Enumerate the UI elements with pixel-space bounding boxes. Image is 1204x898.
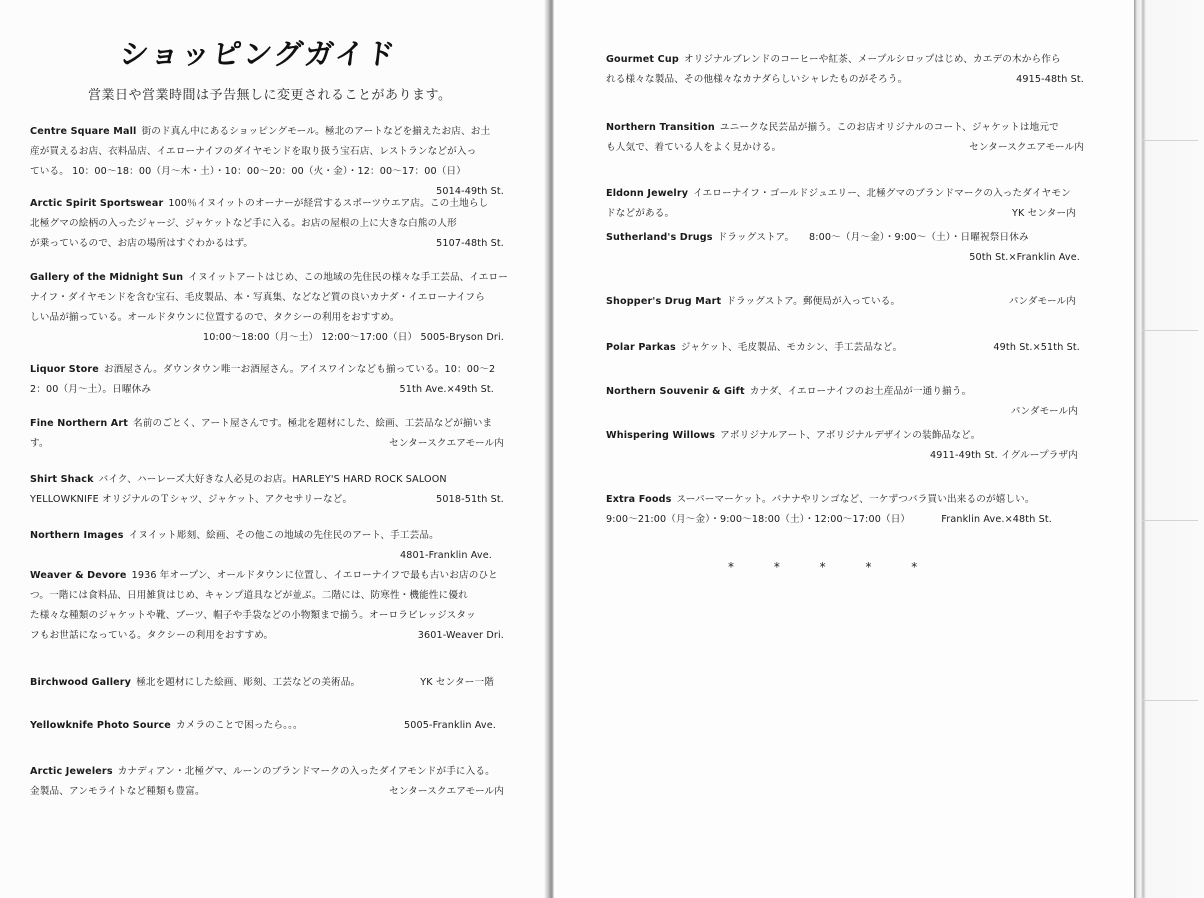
shop-entry-eldonn-jewelry [606,184,1076,224]
shop-entry-arctic-jewelers [30,762,504,802]
shop-address: 4911-49th St. イグループラザ内 [929,450,1078,461]
shop-entry-northern-souvenir-gift [606,382,1078,422]
shop-description: た様々な種類のジャケットや靴、ブーツ、帽子や手袋などの小物類まで揃う。オーロラビレッジスタッ [30,610,476,621]
shop-name: Gourmet Cup [606,54,679,65]
shop-description: イエローナイフ・ゴールドジュエリー、北極グマのブランドマークの入ったダイヤモン [693,188,1071,199]
shop-description: 2：00（月～土）。日曜休み [30,384,152,395]
shop-description: 100％イヌイットのオーナーが経営するスポーツウエア店。この土地らし [168,198,489,209]
shop-description: カナディアン・北極グマ、ルーンのブランドマークの入ったダイアモンドが手に入る。 [117,766,495,777]
shop-description: 金製品、アンモライトなど種類も豊富。 [30,786,205,797]
shop-entry-yellowknife-photo-source [30,716,496,736]
shop-name: Liquor Store [30,364,99,375]
shop-entry-centre-square-mall [30,122,504,202]
shop-description: 北極グマの絵柄の入ったジャージ、ジャケットなど手に入る。お店の屋根の上に大きな白熊の人形 [30,218,457,229]
shop-description: しい品が揃っている。オールドタウンに位置するので、タクシーの利用をおすすめ。 [30,312,400,323]
shop-description: ている。 10：00～18：00（月～木・土）・10：00～20：00（火・金）・12：00～17：00（日） [30,166,467,177]
shop-description: YELLOWKNIFE オリジナルのＴシャツ、ジャケット、アクセサリーなど。 [30,494,353,505]
shop-name: Northern Images [30,530,124,541]
shop-address: YK センター一階 [420,677,494,688]
shop-description: つ。一階には食料品、日用雑貨はじめ、キャンプ道具などが並ぶ。二階には、防寒性・機能性に優れ [30,590,468,601]
shop-entry-liquor-store [30,360,504,400]
shop-description: ジャケット、毛皮製品、モカシン、手工芸品など。 [680,342,903,353]
shop-description: 1936 年オープン、オールドタウンに位置し、イエローナイフで最も古いお店のひと [131,570,498,581]
shop-address: センタースクエアモール内 [389,786,504,797]
shop-description: イヌイットアートはじめ、この地域の先住民の様々な手工芸品、イエロー [188,272,509,283]
shop-name: Arctic Spirit Sportswear [30,198,164,209]
shop-name: Fine Northern Art [30,418,128,429]
shop-name: Sutherland's Drugs [606,232,713,243]
shop-name: Shirt Shack [30,474,94,485]
shop-address: Franklin Ave.×48th St. [941,514,1052,525]
shop-address: 10:00～18:00（月～土） 12:00～17:00（日） 5005-Bryson Dri. [203,332,504,343]
shop-address: 49th St.×51th St. [993,342,1080,353]
shop-name: Arctic Jewelers [30,766,113,777]
shop-name: Polar Parkas [606,342,676,353]
shop-description: す。 [30,438,49,449]
shop-description: カナダ、イエローナイフのお土産品が一通り揃う。 [749,386,972,397]
shop-address: センタースクエアモール内 [389,438,504,449]
shop-address: 3601-Weaver Dri. [417,630,504,641]
shop-address: 4915-48th St. [1016,74,1084,85]
shop-description: オリジナルブレンドのコーヒーや紅茶、メープルシロップはじめ、カエデの木から作ら [683,54,1061,65]
shop-description: カメラのことで困ったら。。。 [175,720,303,731]
shop-description: 名前のごとく、アート屋さんです。極北を題材にした、絵画、工芸品などが揃いま [133,418,493,429]
left-page [0,0,548,898]
shop-name: Whispering Willows [606,430,716,441]
section-divider-stars: * * * * * [728,560,936,574]
shop-description: アボリジナルアート、アボリジナルデザインの装飾品など。 [720,430,981,441]
shop-entry-northern-images [30,526,492,566]
shop-description: バイク、ハーレーズ大好きな人必見のお店。HARLEY'S HARD ROCK SALOON [98,474,447,485]
shop-description: ドラッグストア。 8:00～（月～金）・9:00～（土）・日曜祝祭日休み [717,232,1029,243]
shop-entry-sutherlands-drugs [606,228,1080,268]
shop-entry-polar-parkas [606,338,1080,358]
shop-name: Gallery of the Midnight Sun [30,272,184,283]
shop-description: フもお世話になっている。タクシーの利用をおすすめ。 [30,630,274,641]
shop-name: Centre Square Mall [30,126,137,137]
shop-description: れる様々な製品、その他様々なカナダらしいシャレたものがそろう。 [606,74,908,85]
shop-name: Eldonn Jewelry [606,188,689,199]
shop-entry-gourmet-cup [606,50,1084,90]
shop-address: 5014-49th St. [436,186,504,197]
page-edge-line [1142,330,1198,331]
shop-description: 街のド真ん中にあるショッピングモール。極北のアートなどを揃えたお店、お土 [141,126,491,137]
shop-entry-shirt-shack [30,470,504,510]
shop-description: ナイフ・ダイヤモンドを含む宝石、毛皮製品、本・写真集、などなど質の良いカナダ・イエローナイフら [30,292,485,303]
shop-description: お酒屋さん。ダウンタウン唯一お酒屋さん。アイスワインなども揃っている。10：00～2 [103,364,496,375]
right-page [553,0,1135,898]
page-title: ショッピングガイド [118,37,399,71]
page-edge-line [1142,700,1198,701]
shop-description: スーパーマーケット。バナナやリンゴなど、一ケずつバラ買い出来るのが嬉しい。 [676,494,1035,505]
shop-name: Yellowknife Photo Source [30,720,171,731]
shop-entry-whispering-willows [606,426,1078,466]
shop-name: Weaver & Devore [30,570,127,581]
shop-entry-northern-transition [606,118,1084,158]
shop-description: も人気で、着ている人をよく見かける。 [606,142,782,153]
shop-description: ドラッグストア。郵便局が入っている。 [726,296,901,307]
shop-description: が乗っているので、お店の場所はすぐわかるはず。 [30,238,254,249]
shop-address: 5005-Franklin Ave. [404,720,496,731]
shop-address: YK センター内 [1012,208,1076,219]
shop-name: Extra Foods [606,494,672,505]
shop-entry-shoppers-drug-mart [606,292,1076,312]
shop-address: 5107-48th St. [436,238,504,249]
shop-address: 51th Ave.×49th St. [399,384,494,395]
shop-address: 4801-Franklin Ave. [400,550,492,561]
shop-entry-extra-foods [606,490,1052,530]
page-edge-line [1142,520,1198,521]
shop-description: ドなどがある。 [606,208,675,219]
shop-entry-arctic-spirit [30,194,504,254]
shop-entry-fine-northern-art [30,414,504,454]
shop-name: Northern Transition [606,122,715,133]
page-edge-line [1142,140,1198,141]
shop-description: 極北を題材にした絵画、彫刻、工芸などの美術品。 [136,677,361,688]
shop-entry-birchwood-gallery [30,673,494,693]
shop-name: Northern Souvenir & Gift [606,386,745,397]
shop-description: ユニークな民芸品が揃う。このお店オリジナルのコート、ジャケットは地元で [719,122,1059,133]
shop-entry-gallery-midnight-sun [30,268,509,348]
shop-entry-weaver-devore [30,566,504,646]
shop-hours: 9:00～21:00（月～金）・9:00～18:00（土）・12:00～17:00（日） [606,514,911,525]
shop-description: イヌイット彫刻、絵画、その他この地域の先住民のアート、手工芸品。 [128,530,439,541]
shop-address: 50th St.×Franklin Ave. [969,252,1080,263]
shop-name: Birchwood Gallery [30,677,132,688]
shop-address: 5018-51th St. [436,494,504,505]
page-stack-edge [1134,0,1204,898]
shop-description: 産が買えるお店、衣料品店、イエローナイフのダイヤモンドを取り扱う宝石店、レストランなどが入っ [30,146,477,157]
shop-address: パンダモール内 [1008,296,1076,307]
shop-name: Shopper's Drug Mart [606,296,722,307]
shop-address: センタースクエアモール内 [969,142,1084,153]
shop-address: パンダモール内 [1010,406,1078,417]
page-subtitle: 営業日や営業時間は予告無しに変更されることがあります。 [88,88,452,103]
